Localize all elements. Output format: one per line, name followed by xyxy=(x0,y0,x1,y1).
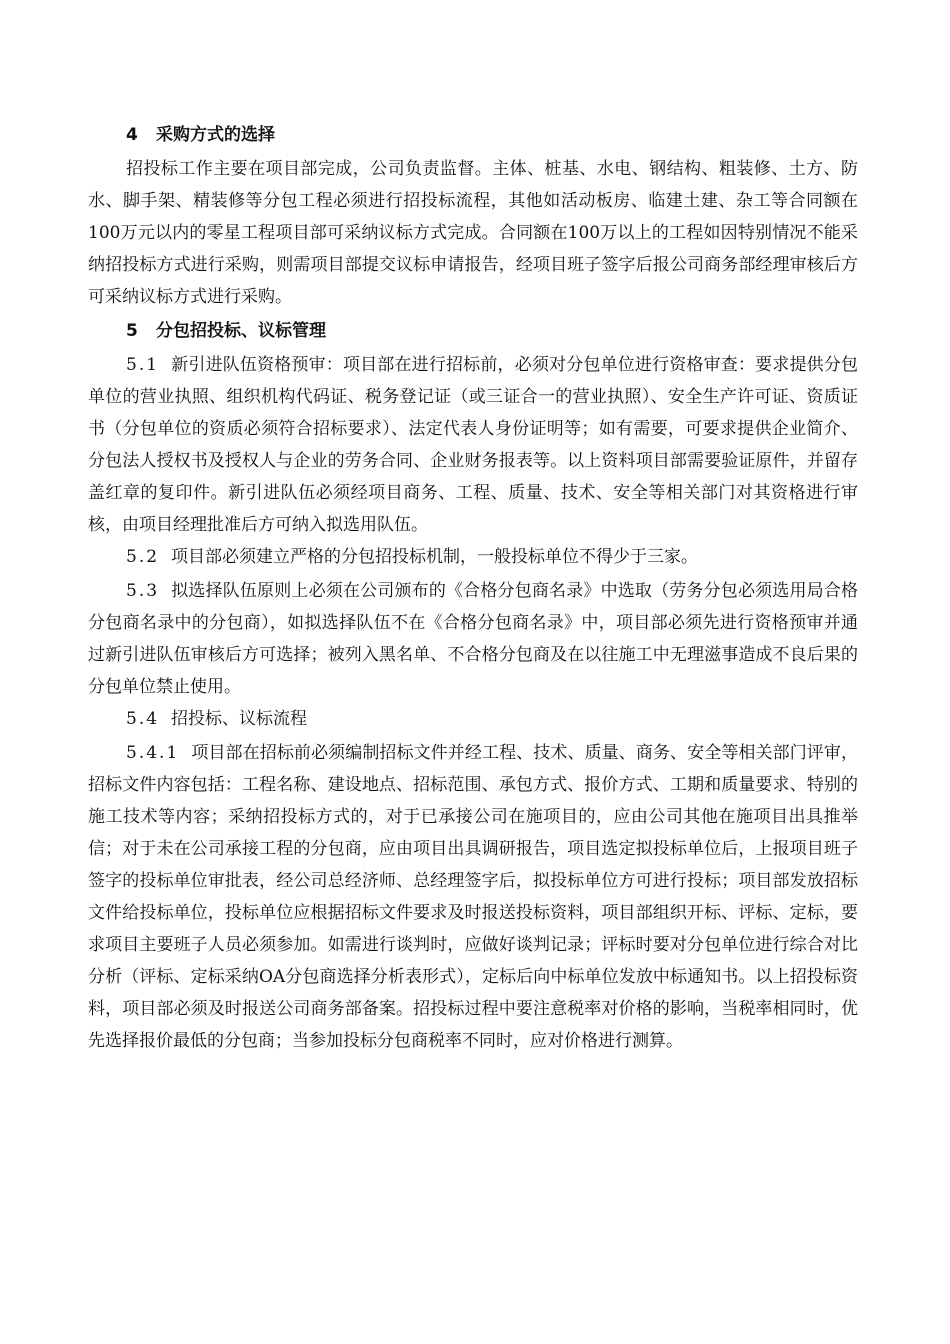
clause-5-4-1-number: 5.4.1 xyxy=(126,743,180,763)
clause-5-1-number: 5.1 xyxy=(126,355,160,375)
document-body xyxy=(88,117,858,1057)
clause-5-1 xyxy=(88,349,858,541)
section-4-title: 采购方式的选择 xyxy=(156,125,275,145)
clause-5-2-number: 5.2 xyxy=(126,547,160,567)
clause-5-4-number: 5.4 xyxy=(126,709,160,729)
clause-5-2-text: 项目部必须建立严格的分包招投标机制，一般投标单位不得少于三家。 xyxy=(171,547,699,567)
clause-5-3 xyxy=(88,575,858,703)
clause-5-1-text: 新引进队伍资格预审：项目部在进行招标前，必须对分包单位进行资格审查：要求提供分包单位的营业执照、组织机构代码证、税务登记证（或三证合一的营业执照）、安全生产许可证、资质证书（分包单位的资质必须符合招标要求）、法定代表人身份证明等；如有需要，可要求提供企业简介、分包法人授权书及授权人与企业的劳务合同、企业财务报表等。以上资料项目部需要验证原件，并留存盖红章的复印件。新引进队伍必须经项目商务、工程、质量、技术、安全等相关部门对其资格进行审核，由项目经理批准后方可纳入拟选用队伍。 xyxy=(88,355,858,535)
clause-5-3-text: 拟选择队伍原则上必须在公司颁布的《合格分包商名录》中选取（劳务分包必须选用局合格分包商名录中的分包商），如拟选择队伍不在《合格分包商名录》中，项目部必须先进行资格预审并通过新引进队伍审核后方可选择；被列入黑名单、不合格分包商及在以往施工中无理滋事造成不良后果的分包单位禁止使用。 xyxy=(88,581,858,697)
section-4-paragraph: 招投标工作主要在项目部完成，公司负责监督。主体、桩基、水电、钢结构、粗装修、土方、防水、脚手架、精装修等分包工程必须进行招投标流程，其他如活动板房、临建土建、杂工等合同额在100万元以内的零星工程项目部可采纳议标方式完成。合同额在100万以上的工程如因特别情况不能采纳招投标方式进行采购，则需项目部提交议标申请报告，经项目班子签字后报公司商务部经理审核后方可采纳议标方式进行采购。 xyxy=(88,159,858,307)
clause-5-4-text: 招投标、议标流程 xyxy=(171,709,308,729)
clause-5-3-number: 5.3 xyxy=(126,581,160,601)
section-5-heading xyxy=(88,313,858,349)
section-4-number: 4 xyxy=(126,125,138,145)
section-5-number: 5 xyxy=(126,321,138,341)
section-5-title: 分包招投标、议标管理 xyxy=(156,321,326,341)
clause-5-2 xyxy=(88,541,858,573)
clause-5-4-1 xyxy=(88,737,858,1057)
clause-5-4 xyxy=(88,703,858,735)
clause-5-4-1-text: 项目部在招标前必须编制招标文件并经工程、技术、质量、商务、安全等相关部门评审，招标文件内容包括：工程名称、建设地点、招标范围、承包方式、报价方式、工期和质量要求、特别的施工技术等内容；采纳招投标方式的，对于已承接公司在施项目的，应由公司其他在施项目出具推举信；对于未在公司承接工程的分包商，应由项目出具调研报告，项目选定拟投标单位后，上报项目班子签字的投标单位审批表，经公司总经济师、总经理签字后，拟投标单位方可进行投标；项目部发放招标文件给投标单位，投标单位应根据招标文件要求及时报送投标资料，项目部组织开标、评标、定标，要求项目主要班子人员必须参加。如需进行谈判时，应做好谈判记录；评标时要对分包单位进行综合对比分析（评标、定标采纳OA分包商选择分析表形式），定标后向中标单位发放中标通知书。以上招投标资料，项目部必须及时报送公司商务部备案。招投标过程中要注意税率对价格的影响，当税率相同时，优先选择报价最低的分包商；当参加投标分包商税率不同时，应对价格进行测算。 xyxy=(88,743,858,1051)
section-4-heading xyxy=(88,117,858,153)
